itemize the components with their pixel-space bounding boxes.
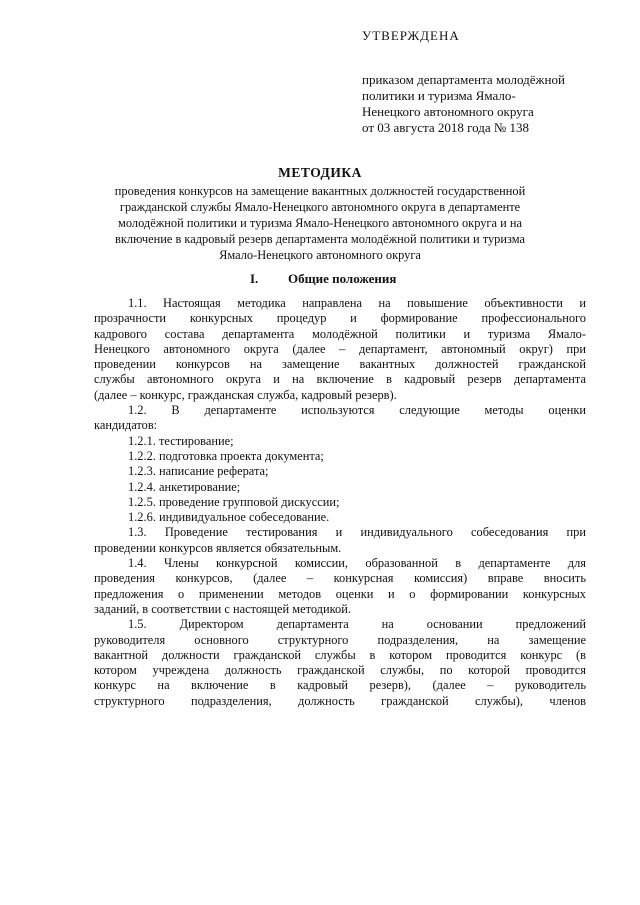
subtitle-line: гражданской службы Ямало-Ненецкого автономного округа в департаменте (119, 200, 521, 214)
section-number: I. (250, 271, 259, 286)
body-line: котором учреждена должность гражданской службы, по которой проводится (94, 663, 586, 678)
body-line: кандидатов: (94, 418, 158, 433)
body-line: структурного подразделения, должность гражданской службы), членов (94, 693, 586, 708)
body-line: 1.3. Проведение тестирования и индивидуального собеседования при (128, 525, 586, 540)
body-line: вакантной должности гражданской службы в котором проводится конкурс (в (94, 647, 586, 662)
body-line: 1.1. Настоящая методика направлена на повышение объективности и (128, 296, 586, 310)
body-line: 1.2.4. анкетирование; (128, 479, 241, 494)
approval-stamp (362, 28, 622, 136)
body-line: проведении конкурсов на замещение вакантных должностей гражданской (94, 357, 586, 372)
body-line: 1.2.5. проведение групповой дискуссии; (128, 494, 340, 509)
document-subtitle (60, 183, 580, 263)
section-title: Общие положения (288, 271, 397, 286)
body-line: руководителя основного структурного подразделения, на замещение (94, 632, 586, 647)
approval-line: политики и туризма Ямало- (362, 88, 516, 103)
approval-line: приказом департамента молодёжной (362, 72, 565, 87)
body-line: заданий, в соответствии с настоящей методикой. (94, 601, 351, 616)
body-line: (далее – конкурс, гражданская служба, кадровый резерв). (94, 387, 397, 402)
body-line: 1.4. Члены конкурсной комиссии, образованной в департаменте для (128, 556, 586, 571)
subtitle-line: проведения конкурсов на замещение вакантных должностей государственной (114, 184, 526, 198)
body-line: службы автономного округа и на включение в кадровый резерв департамента (94, 372, 586, 387)
section-heading (250, 271, 396, 287)
approval-heading: УТВЕРЖДЕНА (362, 28, 460, 43)
body-line: 1.2.3. написание реферата; (128, 464, 269, 479)
approval-line: Ненецкого автономного округа (362, 104, 534, 119)
subtitle-line: включение в кадровый резерв департамента молодёжной политики и туризма (115, 232, 525, 246)
body-line: конкурс на включение в кадровый резерв), (далее – руководитель (94, 678, 586, 693)
body-line: 1.2.2. подготовка проекта документа; (128, 448, 324, 463)
document-title: МЕТОДИКА (278, 165, 362, 180)
body-line: 1.2. В департаменте используются следующие методы оценки (128, 403, 586, 418)
body-line: предложения о применении методов оценки и о формировании конкурсных (94, 586, 586, 601)
body-line: 1.2.6. индивидуальное собеседование. (128, 510, 330, 525)
subtitle-line: Ямало-Ненецкого автономного округа (219, 248, 421, 262)
document-body (94, 296, 586, 709)
subtitle-line: молодёжной политики и туризма Ямало-Ненецкого автономного округа и на (118, 216, 522, 230)
body-line: проведении конкурсов является обязательным. (94, 540, 342, 555)
body-line: кадрового состава департамента молодёжной политики и туризма Ямало- (94, 326, 586, 341)
approval-line: от 03 августа 2018 года № 138 (362, 120, 530, 135)
body-line: 1.5. Директором департамента на основании предложений (128, 617, 586, 632)
body-line: 1.2.1. тестирование; (128, 433, 234, 448)
body-line: Ненецкого автономного округа (далее – департамент, автономный округ) при (94, 341, 586, 356)
body-line: прозрачности конкурсных процедур и формирование профессионального (94, 311, 586, 326)
body-line: проведения конкурсов, (далее – конкурсная комиссия) вправе вносить (94, 571, 586, 586)
